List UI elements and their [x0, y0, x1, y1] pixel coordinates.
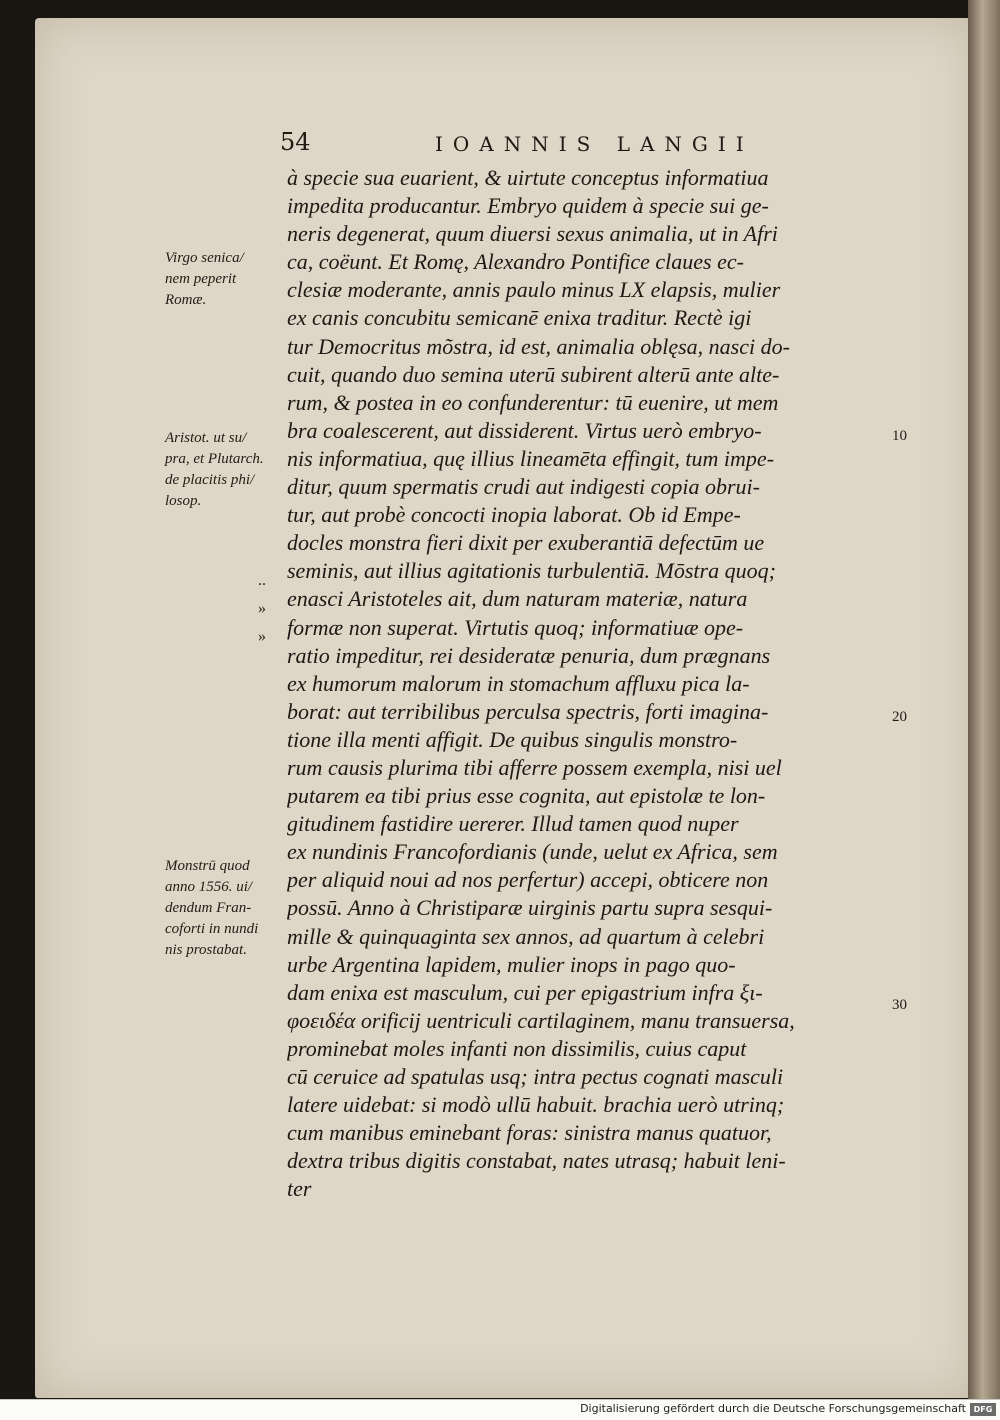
margin-note-line: Virgo senica/ [165, 250, 244, 266]
text-line: ex canis concubitu semicanē enixa traditur. Rectè igi [287, 305, 752, 331]
margin-note-virgo [165, 248, 283, 311]
margin-note-line: losop. [165, 493, 202, 509]
margin-note-monstrum [165, 856, 283, 961]
text-line: impedita producantur. Embryo quidem à specie sui ge- [287, 193, 769, 219]
margin-note-line: Romæ. [165, 292, 207, 308]
text-line: bra coalescerent, aut dissiderent. Virtus uerò embryo- [287, 417, 762, 443]
text-line: ditur, quum spermatis crudi aut indigesti copia obrui- [287, 474, 760, 500]
text-line: ex nundinis Francofordianis (unde, uelut ex Africa, sem [287, 839, 778, 865]
text-line: per aliquid noui ad nos perfertur) accepi, obticere non [287, 867, 769, 893]
text-line: enasci Aristoteles ait, dum naturam materiæ, natura [287, 586, 748, 612]
text-line: latere uidebat: si modò ullū habuit. brachia uerò utrinq; [287, 1092, 785, 1118]
text-line: ratio impeditur, rei desideratæ penuria, dum prægnans [287, 642, 771, 668]
text-line: ca, coëunt. Et Romę, Alexandro Pontifice claues ec- [287, 249, 744, 275]
margin-note-aristot [165, 428, 283, 512]
text-line: formæ non superat. Virtutis quoq; informatiuæ ope- [287, 614, 744, 640]
line-number: 20 [892, 709, 907, 725]
quote-mark: » [258, 600, 266, 617]
margin-note-line: Aristot. ut su/ [165, 430, 247, 446]
digitization-footer [0, 1399, 1000, 1420]
text-line: urbe Argentina lapidem, mulier inops in pago quo- [287, 951, 736, 977]
text-line: φοειδέα orificij uentriculi cartilaginem, manu transuersa, [287, 1007, 795, 1033]
text-line: gitudinem fastidire uererer. Illud tamen quod nuper [287, 811, 739, 837]
text-line: prominebat moles infanti non dissimilis, cuius caput [287, 1035, 747, 1061]
footer-credit: Digitalisierung gefördert durch die Deutsche Forschungsgemeinschaft [580, 1402, 966, 1415]
text-line: possū. Anno à Christiparæ uirginis partu supra sesqui- [287, 895, 773, 921]
text-line: ex humorum malorum in stomachum affluxu pica la- [287, 670, 750, 696]
margin-note-line: Monstrū quod [165, 858, 250, 874]
book-binding-edge [968, 0, 1000, 1400]
text-line: clesiæ moderante, annis paulo minus LX elapsis, mulier [287, 277, 781, 303]
text-line: cuit, quando duo semina uterū subirent alterū ante alte- [287, 361, 780, 387]
main-text-block [287, 164, 897, 1203]
text-line: rum causis plurima tibi afferre possem exempla, nisi uel [287, 754, 782, 780]
text-line: cū ceruice ad spatulas usq; intra pectus cognati masculi [287, 1064, 784, 1089]
line-number: 10 [892, 428, 907, 444]
text-line: tur Democritus mõstra, id est, animalia oblęsa, nasci do- [287, 333, 790, 359]
margin-note-line: de placitis phi/ [165, 472, 255, 488]
text-line: mille & quinquaginta sex annos, ad quartum à celebri [287, 923, 765, 949]
text-line: tur, aut probè concocti inopia laborat. Ob id Empe- [287, 502, 741, 528]
page-number: 54 [280, 128, 311, 156]
line-number: 30 [892, 997, 907, 1013]
text-line: putarem ea tibi prius esse cognita, aut epistolæ te lon- [287, 783, 766, 809]
text-line: docles monstra fieri dixit per exuberantiā defectūm ue [287, 530, 765, 556]
text-line: seminis, aut illius agitationis turbulentiā. Mōstra quoq; [287, 558, 776, 584]
text-line: cum manibus eminebant foras: sinistra manus quatuor, [287, 1120, 772, 1146]
margin-note-line: anno 1556. ui/ [165, 879, 253, 895]
text-line: rum, & postea in eo confunderentur: tū euenire, ut mem [287, 389, 779, 415]
text-line: tione illa menti affigit. De quibus singulis monstro- [287, 726, 738, 752]
text-line: dam enixa est masculum, cui per epigastrium infra ξι- [287, 979, 763, 1005]
quote-mark: » [258, 628, 266, 645]
running-head [280, 128, 780, 164]
text-line: ter [287, 1176, 312, 1202]
text-line: dextra tribus digitis constabat, nates utrasq; habuit leni- [287, 1148, 786, 1174]
margin-note-line: dendum Fran- [165, 900, 252, 916]
quote-mark: .. [258, 572, 266, 589]
margin-note-line: pra, et Plutarch. [165, 451, 264, 467]
dfg-logo-icon: DFG [970, 1403, 996, 1416]
text-line: à specie sua euarient, & uirtute conceptus informatiua [287, 165, 769, 190]
text-line: neris degenerat, quum diuersi sexus animalia, ut in Afri [287, 221, 778, 247]
margin-note-line: nis prostabat. [165, 942, 247, 958]
text-line: borat: aut terribilibus perculsa spectris, forti imagina- [287, 698, 769, 724]
margin-note-line: coforti in nundi [165, 921, 259, 937]
text-line: nis informatiua, quę illius lineamēta effingit, tum impe- [287, 445, 775, 471]
running-title: IOANNIS LANGII [435, 132, 754, 156]
margin-note-line: nem peperit [165, 271, 237, 287]
